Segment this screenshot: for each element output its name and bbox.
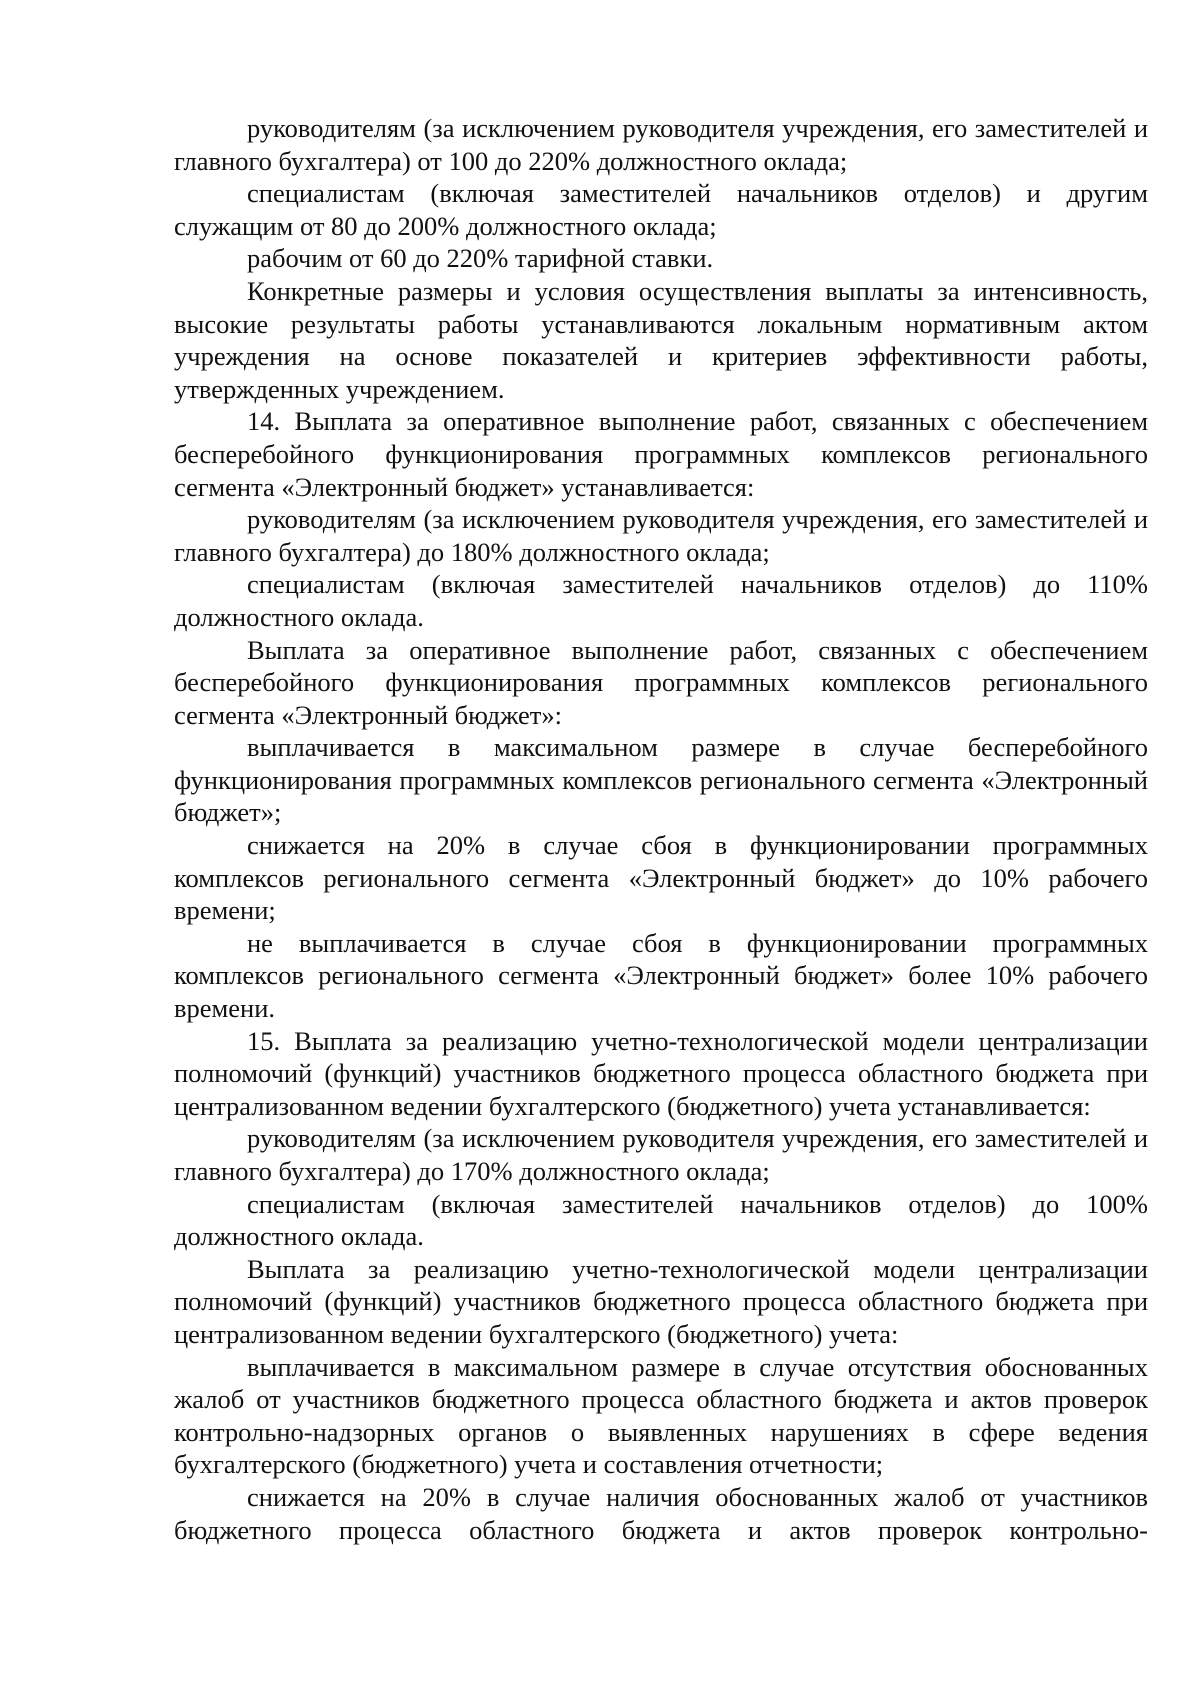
paragraph-item-15-max: выплачивается в максимальном размере в случае отсутствия обоснованных жалоб от участников бюджетного процесса областного бюджета и актов проверок контрольно-надзорных органов о выявленных нарушениях в сфере ведения бухгалтерского (бюджетного) учета и составления отчетности; xyxy=(174,1351,1148,1480)
paragraph-item-15-reduced: снижается на 20% в случае наличия обоснованных жалоб от участников бюджетного процесса областного бюджета и актов проверок контрольно- xyxy=(174,1481,1148,1545)
paragraph-item-14-conditions: Выплата за оперативное выполнение работ, связанных с обеспечением бесперебойного функционирования программных комплексов регионального сегмента «Электронный бюджет»: xyxy=(174,634,1148,730)
paragraph-item-14-reduced: снижается на 20% в случае сбоя в функционировании программных комплексов регионального сегмента «Электронный бюджет» до 10% рабочего времени; xyxy=(174,830,1148,926)
paragraph-item-14-max: выплачивается в максимальном размере в случае бесперебойного функционирования программных комплексов регионального сегмента «Электронный бюджет»; xyxy=(174,732,1148,828)
paragraph-item-15-specialists: специалистам (включая заместителей начальников отделов) до 100% должностного оклада. xyxy=(174,1188,1148,1252)
paragraph-item-14-specialists: специалистам (включая заместителей начальников отделов) до 110% должностного оклада. xyxy=(174,569,1148,632)
paragraph-item-15-heads: руководителям (за исключением руководителя учреждения, его заместителей и главного бухгалтера) до 170% должностного оклада; xyxy=(174,1123,1148,1186)
paragraph-item-14-heads: руководителям (за исключением руководителя учреждения, его заместителей и главного бухгалтера) до 180% должностного оклада; xyxy=(174,504,1148,567)
paragraph-item-14: 14. Выплата за оперативное выполнение работ, связанных с обеспечением бесперебойного функционирования программных комплексов регионального сегмента «Электронный бюджет» устанавливается: xyxy=(174,406,1148,502)
paragraph-item-14-not-paid: не выплачивается в случае сбоя в функционировании программных комплексов регионального сегмента «Электронный бюджет» более 10% рабочего времени. xyxy=(174,927,1148,1024)
document-page xyxy=(174,112,1148,1546)
paragraph-item-15: 15. Выплата за реализацию учетно-технологической модели централизации полномочий (функций) участников бюджетного процесса областного бюджета при централизованном ведении бухгалтерского (бюджетного) учета устанавливается: xyxy=(174,1025,1148,1121)
paragraph-specialists-pay: специалистам (включая заместителей начальников отделов) и другим служащим от 80 до 200% должностного оклада; xyxy=(174,178,1148,241)
paragraph-item-15-conditions: Выплата за реализацию учетно-технологической модели централизации полномочий (функций) участников бюджетного процесса областного бюджета при централизованном ведении бухгалтерского (бюджетного) учета: xyxy=(174,1253,1148,1349)
paragraph-workers-pay: рабочим от 60 до 220% тарифной ставки. xyxy=(247,243,714,274)
paragraph-heads-pay: руководителям (за исключением руководителя учреждения, его заместителей и главного бухгалтера) от 100 до 220% должностного оклада; xyxy=(174,113,1148,176)
paragraph-specific-amounts: Конкретные размеры и условия осуществления выплаты за интенсивность, высокие результаты работы устанавливаются локальным нормативным актом учреждения на основе показателей и критериев эффективности работы, утвержденных учреждением. xyxy=(174,275,1148,404)
